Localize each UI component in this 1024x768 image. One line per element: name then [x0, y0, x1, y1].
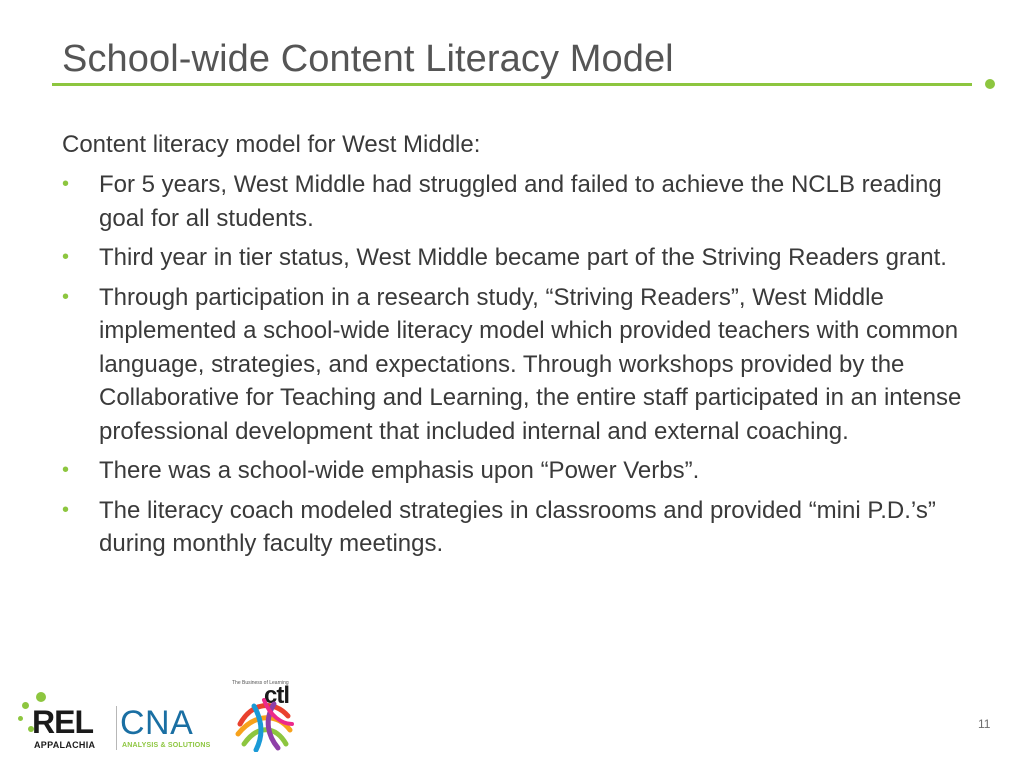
title-rule-dot: [985, 79, 995, 89]
bullet-item: [62, 454, 962, 488]
bullet-text: For 5 years, West Middle had struggled and failed to achieve the NCLB reading goal for all students.: [99, 171, 942, 232]
bullet-text: Through participation in a research study, “Striving Readers”, West Middle implemented a school-wide literacy model which provided teachers with common language, strategies, and expectations. Through workshops provided by the Collaborative for Teaching and Learning, the entire staff participated in an intense professional development that included internal and external coaching.: [99, 283, 962, 445]
slide-content: [62, 128, 962, 567]
footer-logos: [14, 676, 304, 756]
rel-logo-subtitle: APPALACHIA: [34, 740, 96, 750]
cna-logo-text: CNA: [120, 704, 194, 742]
bullet-item: [62, 168, 962, 235]
ctl-ribbon-icon: [234, 694, 296, 752]
bullet-item: [62, 241, 962, 275]
bullet-marker: •: [62, 173, 70, 195]
slide-title: School-wide Content Literacy Model: [62, 38, 674, 80]
bullet-item: [62, 281, 962, 449]
bullet-item: [62, 494, 962, 561]
cna-logo-subtitle: ANALYSIS & SOLUTIONS: [122, 742, 211, 749]
bullet-text: Third year in tier status, West Middle became part of the Striving Readers grant.: [99, 244, 947, 271]
ctl-tagline: The Business of Learning: [232, 680, 289, 686]
title-rule: [52, 83, 972, 86]
bullet-marker: •: [62, 459, 70, 481]
bullet-list: [62, 168, 962, 561]
bullet-text: The literacy coach modeled strategies in classrooms and provided “mini P.D.’s” during monthly faculty meetings.: [99, 496, 936, 557]
bullet-text: There was a school-wide emphasis upon “Power Verbs”.: [99, 457, 700, 484]
logo-divider: [116, 706, 117, 750]
bullet-marker: •: [62, 285, 70, 308]
bullet-marker: •: [62, 498, 70, 521]
rel-logo-text: REL: [32, 704, 93, 740]
bullet-marker: •: [62, 246, 70, 268]
page-number: 11: [978, 717, 991, 731]
ctl-logo-text: ctl: [264, 682, 290, 709]
intro-text: Content literacy model for West Middle:: [62, 131, 481, 158]
